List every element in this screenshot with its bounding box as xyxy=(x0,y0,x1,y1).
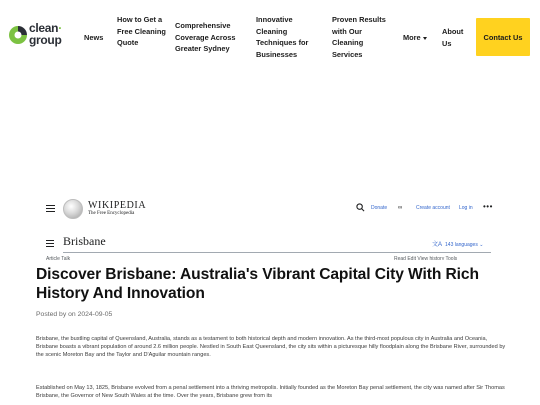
article-paragraph: Established on May 13, 1825, Brisbane evolved from a penal settlement into a thriving metropolis. Initially founded as the Moreton Bay penal settlement, the city was named after Sir Thomas Brisbane, the Governor of New South Wales at the time. Over the years, Brisbane grew from its xyxy=(36,385,505,400)
hamburger-menu-icon[interactable] xyxy=(46,205,55,212)
chevron-down-icon: ⌄ xyxy=(479,242,484,248)
wiki-view-tabs[interactable]: Read Edit View history Tools xyxy=(394,256,458,260)
nav-coverage[interactable]: Comprehensive Coverage Across Greater Sydney xyxy=(175,21,236,53)
nav-news[interactable]: News xyxy=(84,33,104,42)
nav-innovative-techniques[interactable]: Innovative Cleaning Techniques for Businesses xyxy=(256,15,309,59)
wiki-create-account-link[interactable]: Create account xyxy=(416,205,450,211)
article-paragraph: Brisbane, the bustling capital of Queensland, Australia, stands as a testament to both historical depth and modern innovation. As the third-most populous city in Australia and Oceania, Brisbane boasts a vibrant population of around 2.6 million people. Nestled in South East Queensland, the city sits within a picturesque hilly floodplain along the Brisbane River, surrounded by the scenic Moreton Bay and the Taylor and D'Aguilar mountain ranges. xyxy=(36,336,506,359)
nav-proven-results[interactable]: Proven Results with Our Cleaning Services xyxy=(332,15,386,59)
divider xyxy=(63,252,491,253)
wiki-languages-button[interactable] xyxy=(432,239,483,248)
nav-free-quote[interactable]: How to Get a Free Cleaning Quote xyxy=(117,15,166,47)
logo-dot-icon: · xyxy=(58,21,62,35)
nav-more-dropdown[interactable] xyxy=(403,32,427,44)
logo-mark-icon xyxy=(8,25,28,45)
nav-about[interactable]: About Us xyxy=(442,27,464,48)
translate-icon: 文A xyxy=(432,242,443,248)
logo-wordmark xyxy=(29,23,62,46)
logo-line2: group xyxy=(29,33,62,47)
nav-more-label: More xyxy=(403,33,421,42)
wikipedia-globe-icon[interactable] xyxy=(63,199,83,219)
wikipedia-tagline: The Free Encyclopedia xyxy=(88,211,135,216)
chevron-down-icon xyxy=(423,37,427,40)
article-posted-meta: Posted by on 2024-09-05 xyxy=(36,311,113,318)
wiki-page-title: Brisbane xyxy=(63,234,106,248)
wiki-namespace-tabs[interactable]: Article Talk xyxy=(46,256,71,260)
contact-us-button[interactable]: Contact Us xyxy=(476,18,530,56)
wiki-login-link[interactable]: Log in xyxy=(459,205,473,211)
more-options-icon[interactable]: ••• xyxy=(483,202,493,211)
appearance-icon[interactable]: ∞ xyxy=(398,205,403,211)
wikipedia-embed xyxy=(36,196,502,260)
wiki-languages-label: 143 languages xyxy=(445,242,478,248)
wiki-donate-link[interactable]: Donate xyxy=(371,205,388,211)
brand-logo[interactable] xyxy=(8,23,70,51)
wikipedia-wordmark[interactable]: WIKIPEDIA xyxy=(88,200,147,211)
logo-line1: clean xyxy=(29,21,59,35)
search-icon[interactable] xyxy=(356,203,365,212)
article-title: Discover Brisbane: Australia's Vibrant Capital City With Rich History And Innovation xyxy=(36,266,479,302)
table-of-contents-icon[interactable] xyxy=(46,240,54,247)
site-header xyxy=(0,0,540,70)
